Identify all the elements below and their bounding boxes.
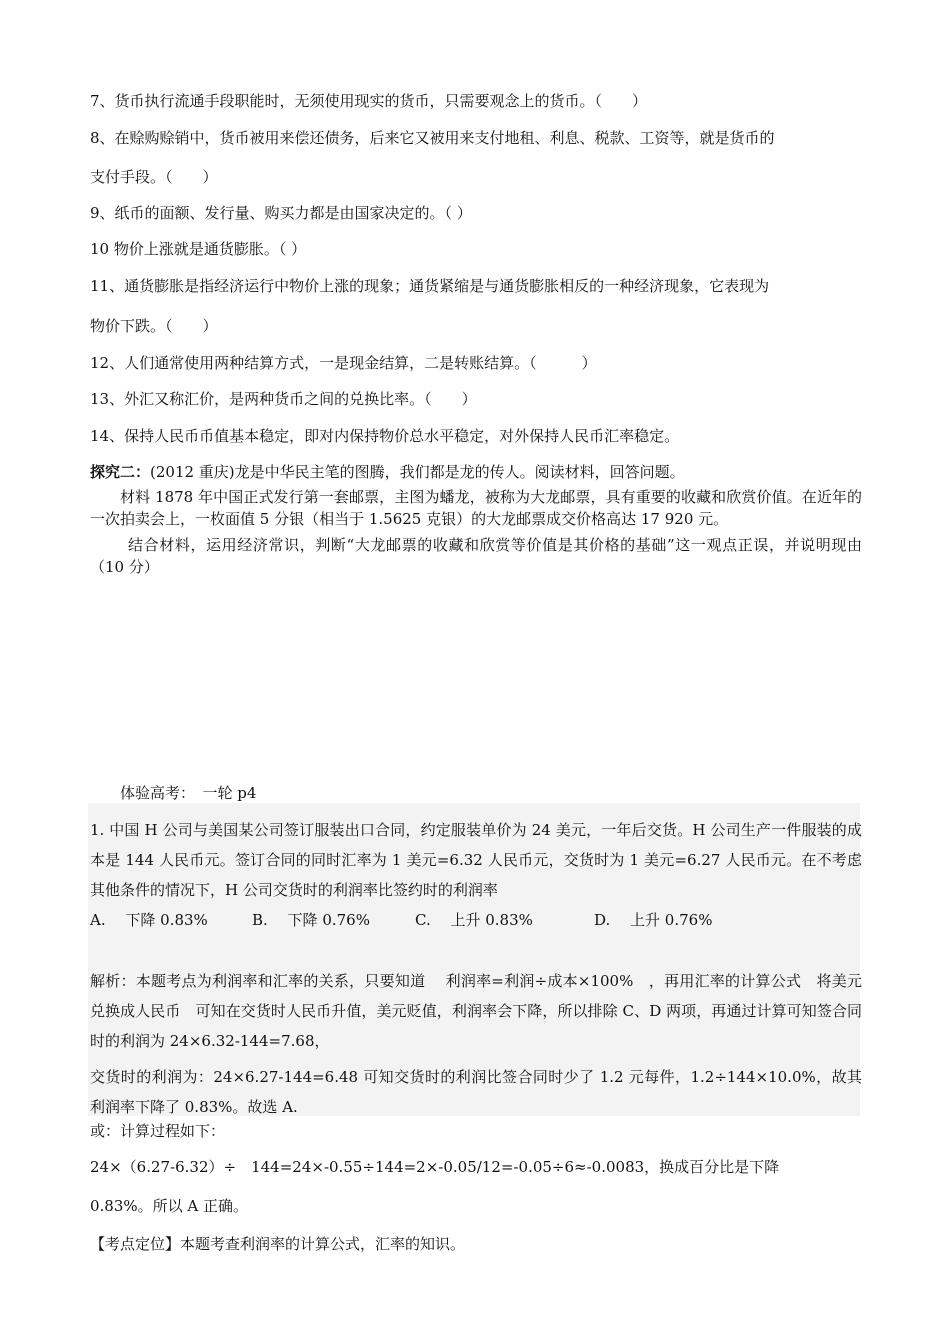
explore2-intro: (2012 重庆)龙是中华民主笔的图腾，我们都是龙的传人。阅读材料，回答问题。 bbox=[150, 463, 685, 481]
gaokao-question: 1. 中国 H 公司与美国某公司签订服装出口合同，约定服装单价为 24 美元，一年后交货。H 公司生产一件服装的成本是 144 人民币元。签订合同的同时汇率为 1 美元=6.32 人民币元，交货时为 1 美元=6.27 人民币元。在不考虑其他条件的情况下，H 公司交货时的利润率比签约时的利润率 bbox=[90, 821, 862, 899]
question-11: 11、通货膨胀是指经济运行中物价上涨的现象；通货紧缩是与通货膨胀相反的一种经济现象，它表现为 bbox=[90, 277, 770, 295]
option-c: C. 上升 0.83% bbox=[415, 911, 533, 929]
option-b: B. 下降 0.76% bbox=[252, 911, 370, 929]
gaokao-alt-label: 或：计算过程如下： bbox=[90, 1122, 226, 1140]
gaokao-heading: 体验高考： 一轮 p4 bbox=[120, 784, 257, 802]
explore2-task: 结合材料，运用经济常识，判断“大龙邮票的收藏和欣赏等价值是其价格的基础”这一观点正误，并说明现由（10 分） bbox=[90, 536, 862, 576]
gaokao-analysis: 解析：本题考点为利润率和汇率的关系，只要知道 利润率=利润÷成本×100% ，再用汇率的计算公式 将美元兑换成人民币 可知在交货时人民币升值，美元贬值，利润率会下降，所以排除 C、D 两项，再通过计算可知签合同时的利润为 24×6.32-144=7.68， bbox=[90, 972, 862, 1050]
explore2-heading: 探究二： bbox=[90, 463, 151, 481]
explore2-intro-line bbox=[90, 462, 685, 482]
question-8-cont: 支付手段。（ ） bbox=[90, 168, 218, 186]
gaokao-analysis-2: 交货时的利润为：24×6.27-144=6.48 可知交货时的利润比签合同时少了 1.2 元每件，1.2÷144×10.0%，故其利润率下降了 0.83%。故选 A. bbox=[90, 1068, 862, 1116]
question-12: 12、人们通常使用两种结算方式，一是现金结算，二是转账结算。（ ） bbox=[90, 354, 597, 372]
gaokao-calc-2: 0.83%。所以 A 正确。 bbox=[90, 1197, 249, 1215]
question-10: 10 物价上涨就是通货膨胀。（ ） bbox=[90, 240, 307, 258]
option-d: D. 上升 0.76% bbox=[594, 911, 713, 929]
question-8: 8、在赊购赊销中，货币被用来偿还债务，后来它又被用来支付地租、利息、税款、工资等，就是货币的 bbox=[90, 129, 775, 147]
question-13: 13、外汇又称汇价，是两种货币之间的兑换比率。（ ） bbox=[90, 390, 477, 408]
gaokao-point: 【考点定位】本题考查利润率的计算公式，汇率的知识。 bbox=[90, 1235, 466, 1253]
question-7: 7、货币执行流通手段职能时，无须使用现实的货币，只需要观念上的货币。（ ） bbox=[90, 92, 648, 110]
explore2-material: 材料 1878 年中国正式发行第一套邮票，主图为蟠龙，被称为大龙邮票，具有重要的收藏和欣赏价值。在近年的一次拍卖会上，一枚面值 5 分银（相当于 1.5625 克银）的大龙邮票成交价格高达 17 920 元。 bbox=[90, 488, 862, 528]
option-a: A. 下降 0.83% bbox=[90, 911, 208, 929]
question-9: 9、纸币的面额、发行量、购买力都是由国家决定的。（ ） bbox=[90, 204, 472, 222]
question-11-cont: 物价下跌。（ ） bbox=[90, 317, 218, 335]
question-14: 14、保持人民币币值基本稳定，即对内保持物价总水平稳定，对外保持人民币汇率稳定。 bbox=[90, 427, 680, 445]
gaokao-calc: 24×（6.27-6.32）÷ 144=24×-0.55÷144=2×-0.05/12=-0.05÷6≈-0.0083，换成百分比是下降 bbox=[90, 1158, 780, 1176]
